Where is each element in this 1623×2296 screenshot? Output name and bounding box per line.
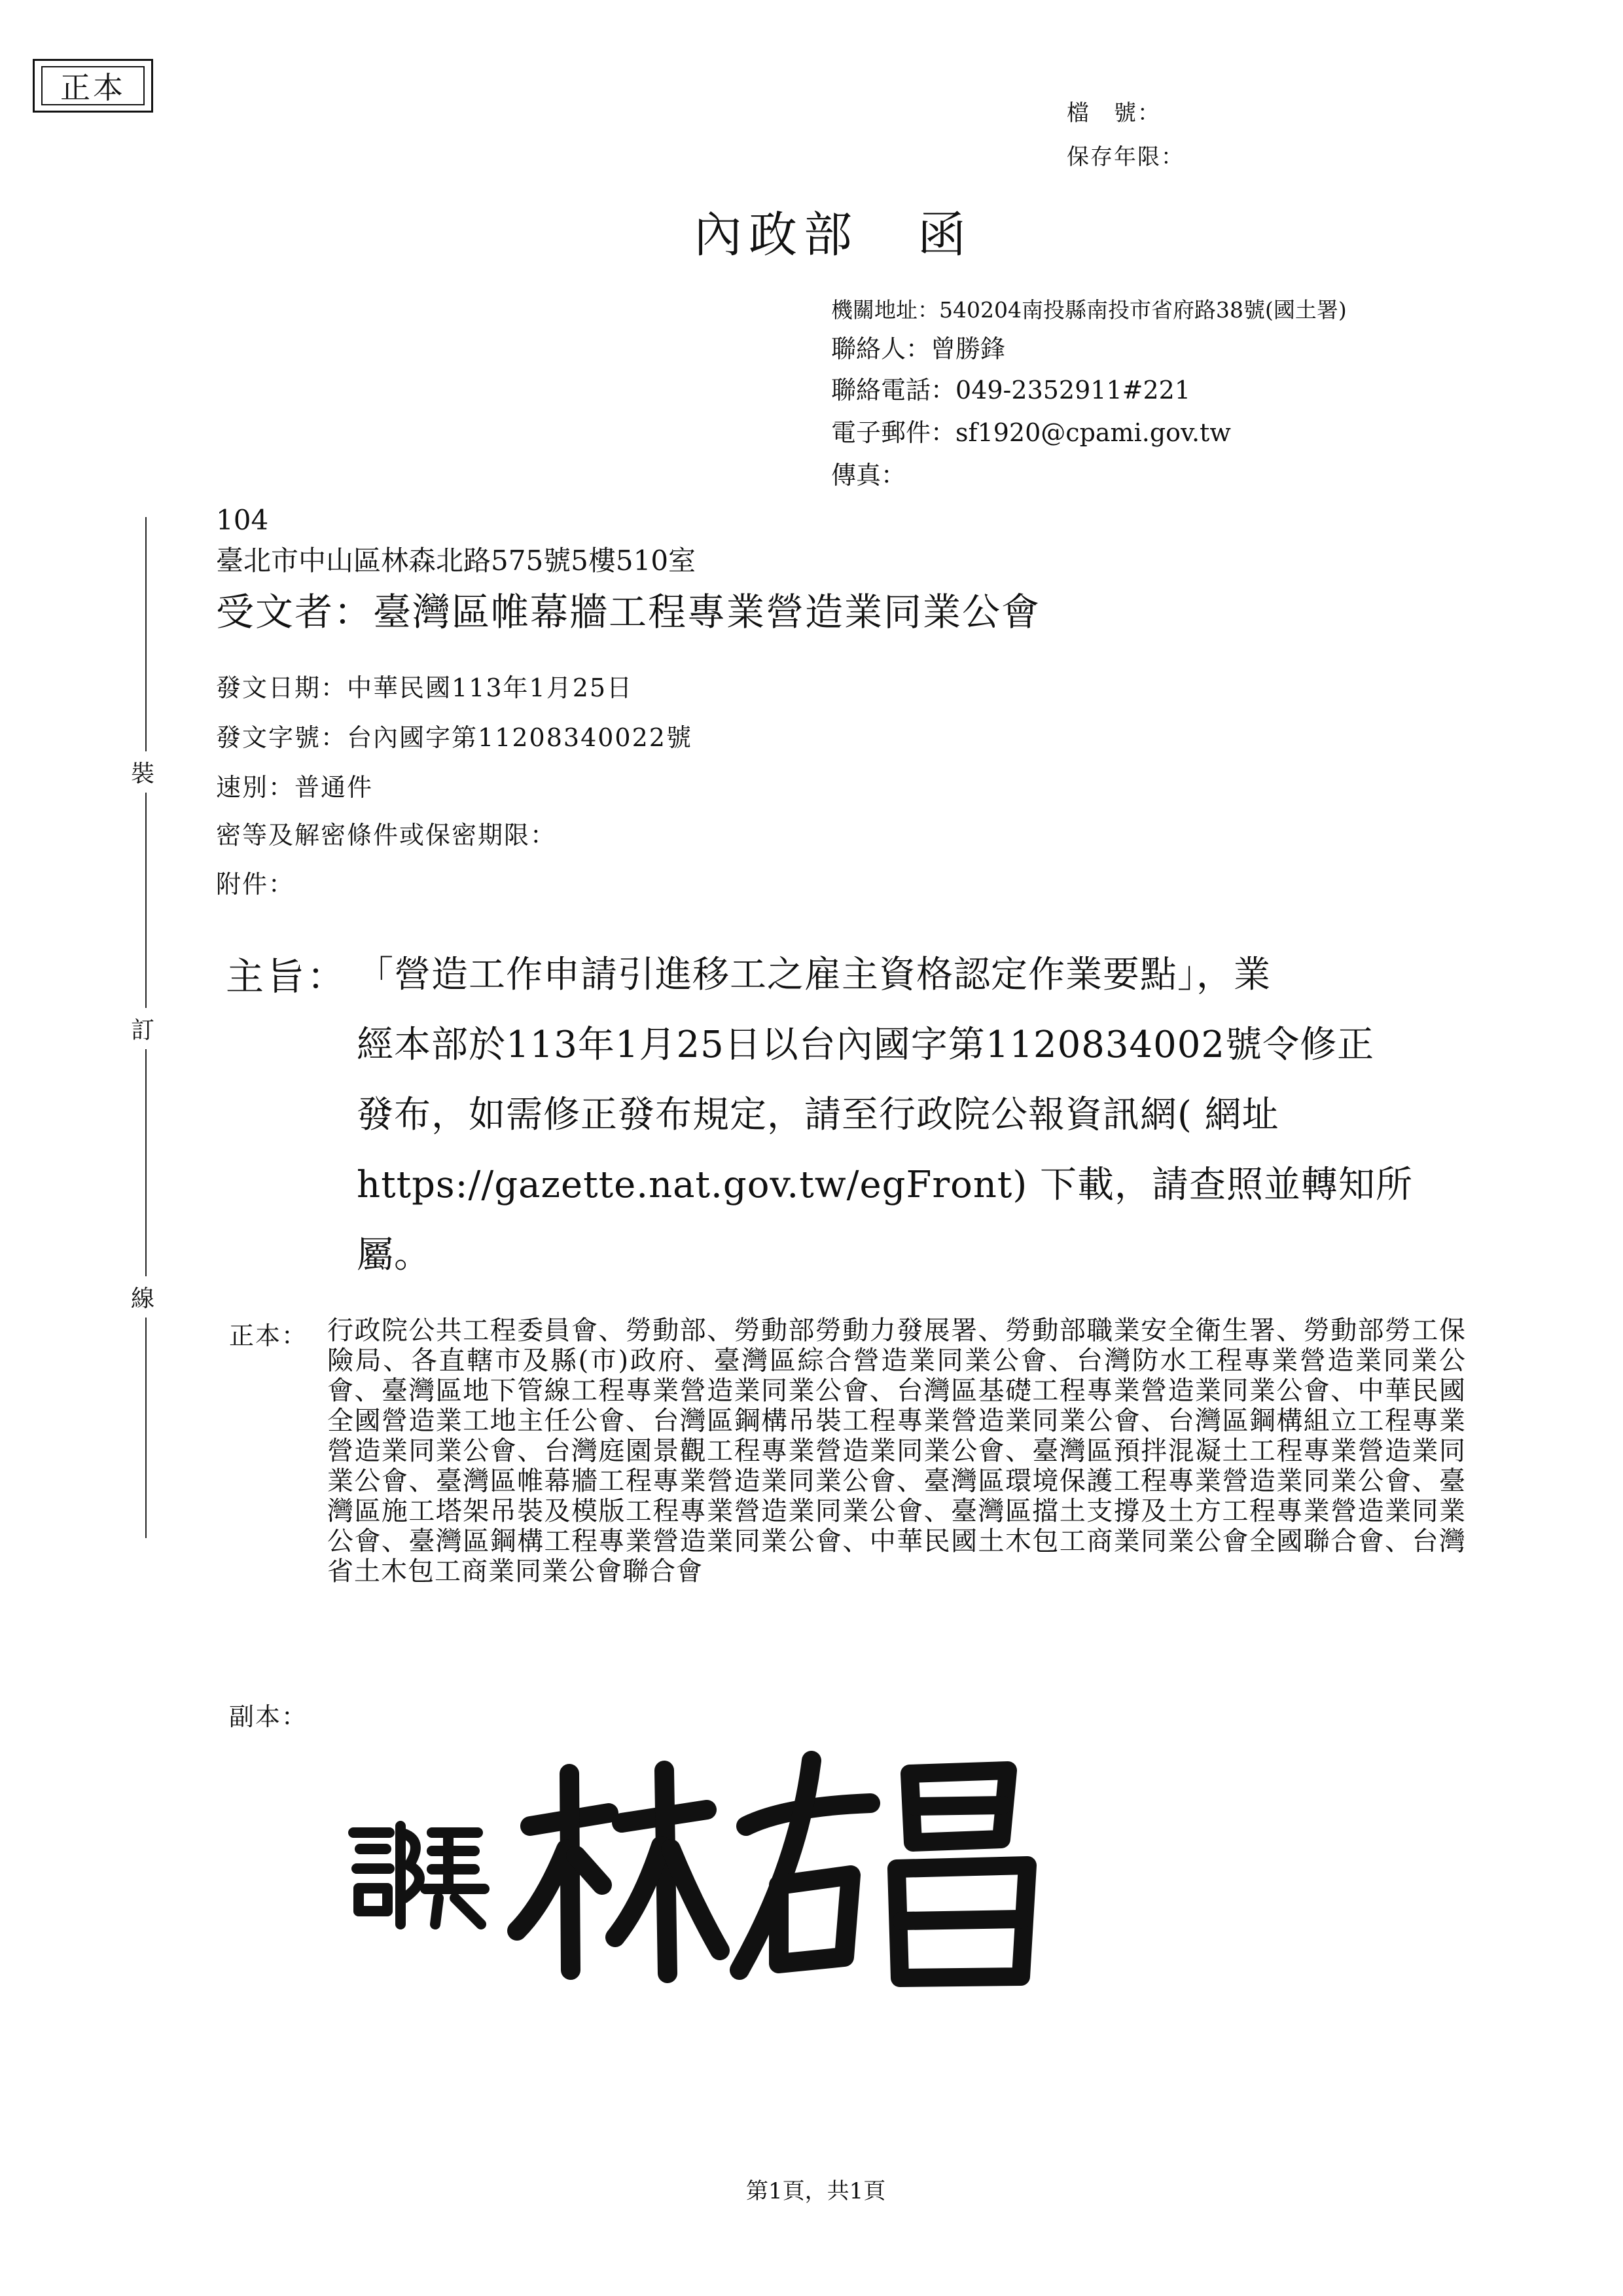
recipient-label: 受文者： xyxy=(216,590,374,634)
retention-period-label: 保存年限： xyxy=(1067,144,1185,170)
signature-name-glyph-3 xyxy=(897,1770,1027,1978)
signature-name-glyph-2 xyxy=(740,1761,870,1970)
security-classification-label: 密等及解密條件或保密期限： xyxy=(216,821,557,850)
recipient-postal-code: 104 xyxy=(216,504,269,536)
title-doc-type: 函 xyxy=(918,207,972,263)
signature-name-glyph-1 xyxy=(517,1770,720,1973)
original-recipients-list: 行政院公共工程委員會、勞動部、勞動部勞動力發展署、勞動部職業安全衛生署、勞動部勞工保險局、各直轄市及縣(市)政府、臺灣區綜合營造業同業公會、台灣防水工程專業營造業同業公會、臺灣區地下管線工程專業營造業同業公會、台灣區基礎工程專業營造業同業公會、中華民國全國營造業工地主任公會、台灣區鋼構吊裝工程專業營造業同業公會、台灣區鋼構組立工程專業營造業同業公會、台灣庭園景觀工程專業營造業同業公會、臺灣區預拌混凝土工程專業營造業同業公會、臺灣區帷幕牆工程專業營造業同業公會、臺灣區環境保護工程專業營造業同業公會、臺灣區施工塔架吊裝及模版工程專業營造業同業公會、臺灣區擋土支撐及土方工程專業營造業同業公會、臺灣區鋼構工程專業營造業同業公會、中華民國土木包工商業同業公會全國聯合會、台灣省土木包工商業同業公會聯合會 xyxy=(327,1316,1466,1587)
agency-contact-label: 聯絡人： xyxy=(831,334,931,363)
subject-line: 「營造工作申請引進移工之雇主資格認定作業要點」，業 xyxy=(357,954,1271,996)
signature-title-glyphs xyxy=(353,1826,484,1924)
file-number-label: 檔 號： xyxy=(1067,100,1161,126)
issue-date-label: 發文日期： xyxy=(216,673,348,702)
delivery-speed-value: 普通件 xyxy=(294,773,374,802)
agency-phone-label: 聯絡電話： xyxy=(831,376,956,404)
page-number: 第1頁，共1頁 xyxy=(746,2178,886,2204)
minister-signature xyxy=(327,1734,1086,1996)
copy-recipients-label: 副本： xyxy=(229,1702,308,1731)
agency-fax-label: 傳真： xyxy=(831,461,906,490)
subject-line: 屬。 xyxy=(357,1234,431,1276)
issue-date-value: 中華民國113年1月25日 xyxy=(347,673,633,702)
stamp-label: 正本 xyxy=(41,66,145,105)
agency-fax xyxy=(831,455,906,491)
subject-line: https://gazette.nat.gov.tw/egFront) 下載，請查照並轉知所 xyxy=(357,1164,1414,1206)
agency-address xyxy=(831,293,1347,324)
agency-email-label: 電子郵件： xyxy=(831,418,956,447)
document-number-label: 發文字號： xyxy=(216,723,348,752)
recipient xyxy=(216,581,1041,636)
binding-mark-bind: 裝 xyxy=(131,751,154,793)
delivery-speed-label: 速別： xyxy=(216,773,295,802)
agency-contact xyxy=(831,329,1005,365)
agency-address-label: 機關地址： xyxy=(831,297,939,323)
agency-email-value: sf1920@cpami.gov.tw xyxy=(955,418,1231,447)
issue-date xyxy=(216,668,633,704)
original-recipients-label: 正本： xyxy=(229,1321,308,1350)
agency-address-value: 540204南投縣南投市省府路38號(國土署) xyxy=(939,297,1347,323)
document-title xyxy=(694,196,972,266)
title-agency: 內政部 xyxy=(694,207,859,263)
agency-phone-value: 049-2352911#221 xyxy=(955,376,1190,404)
subject-line: 經本部於113年1月25日以台內國字第1120834002號令修正 xyxy=(357,1024,1375,1066)
agency-email xyxy=(831,412,1231,448)
agency-contact-value: 曾勝鋒 xyxy=(931,334,1006,363)
agency-phone xyxy=(831,370,1190,406)
recipient-address: 臺北市中山區林森北路575號5樓510室 xyxy=(216,545,696,577)
binding-mark-line: 線 xyxy=(131,1276,154,1318)
document-number-value: 台內國字第11208340022號 xyxy=(347,723,692,752)
delivery-speed xyxy=(216,767,373,803)
binding-mark-staple: 訂 xyxy=(131,1008,154,1049)
attachment-label: 附件： xyxy=(216,870,295,899)
document-number xyxy=(216,717,692,753)
original-copy-stamp xyxy=(33,59,153,113)
recipient-name: 臺灣區帷幕牆工程專業營造業同業公會 xyxy=(373,590,1041,634)
subject-label: 主旨： xyxy=(226,954,348,999)
subject-line: 發布，如需修正發布規定，請至行政院公報資訊網( 網址 xyxy=(357,1094,1279,1136)
